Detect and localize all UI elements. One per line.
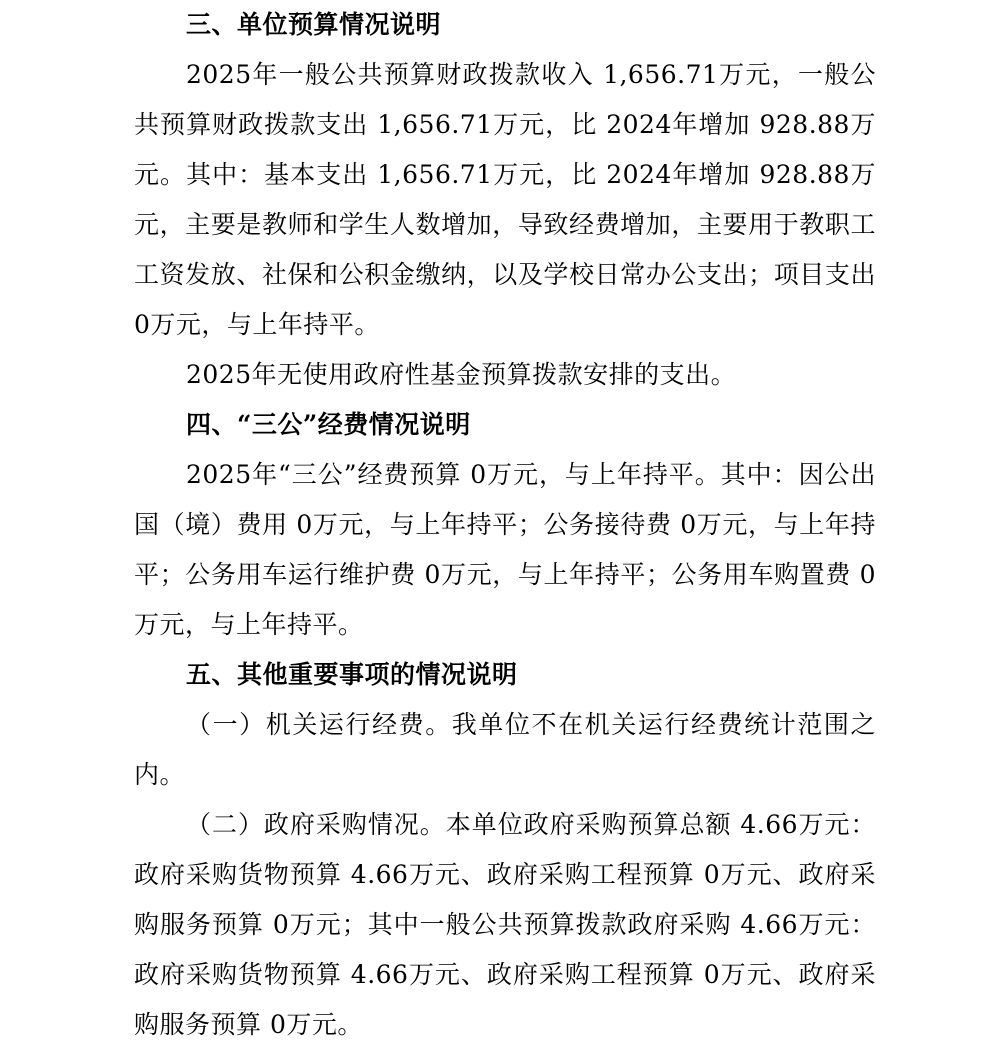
- paragraph: （一）机关运行经费。我单位不在机关运行经费统计范围之内。: [134, 710, 876, 789]
- paragraph: （二）政府采购情况。本单位政府采购预算总额 4.66万元：政府采购货物预算 4.66万元、政府采购工程预算 0万元、政府采购服务预算 0万元；其中一般公共预算拨款政府采购 4.66万元：政府采购货物预算 4.66万元、政府采购工程预算 0万元、政府采购服务预算 0万元。: [134, 810, 876, 1039]
- section-other-matters: [134, 650, 876, 1050]
- section-heading: 五、其他重要事项的情况说明: [186, 660, 518, 689]
- section-unit-budget: [134, 0, 876, 400]
- section-heading: 三、单位预算情况说明: [186, 10, 442, 39]
- paragraph: 2025年“三公”经费预算 0万元，与上年持平。其中：因公出国（境）费用 0万元，与上年持平；公务接待费 0万元，与上年持平；公务用车运行维护费 0万元，与上年持平；公务用车购置费 0万元，与上年持平。: [134, 460, 876, 639]
- section-heading: 四、“三公”经费情况说明: [186, 410, 471, 439]
- paragraph: 2025年无使用政府性基金预算拨款安排的支出。: [186, 360, 737, 389]
- paragraph: 2025年一般公共预算财政拨款收入 1,656.71万元，一般公共预算财政拨款支出 1,656.71万元，比 2024年增加 928.88万元。其中：基本支出 1,656.71万元，比 2024年增加 928.88万元，主要是教师和学生人数增加，导致经费增加，主要用于教职工工资发放、社保和公积金缴纳，以及学校日常办公支出；项目支出 0万元，与上年持平。: [134, 60, 876, 339]
- section-three-public-expenses: [134, 400, 876, 650]
